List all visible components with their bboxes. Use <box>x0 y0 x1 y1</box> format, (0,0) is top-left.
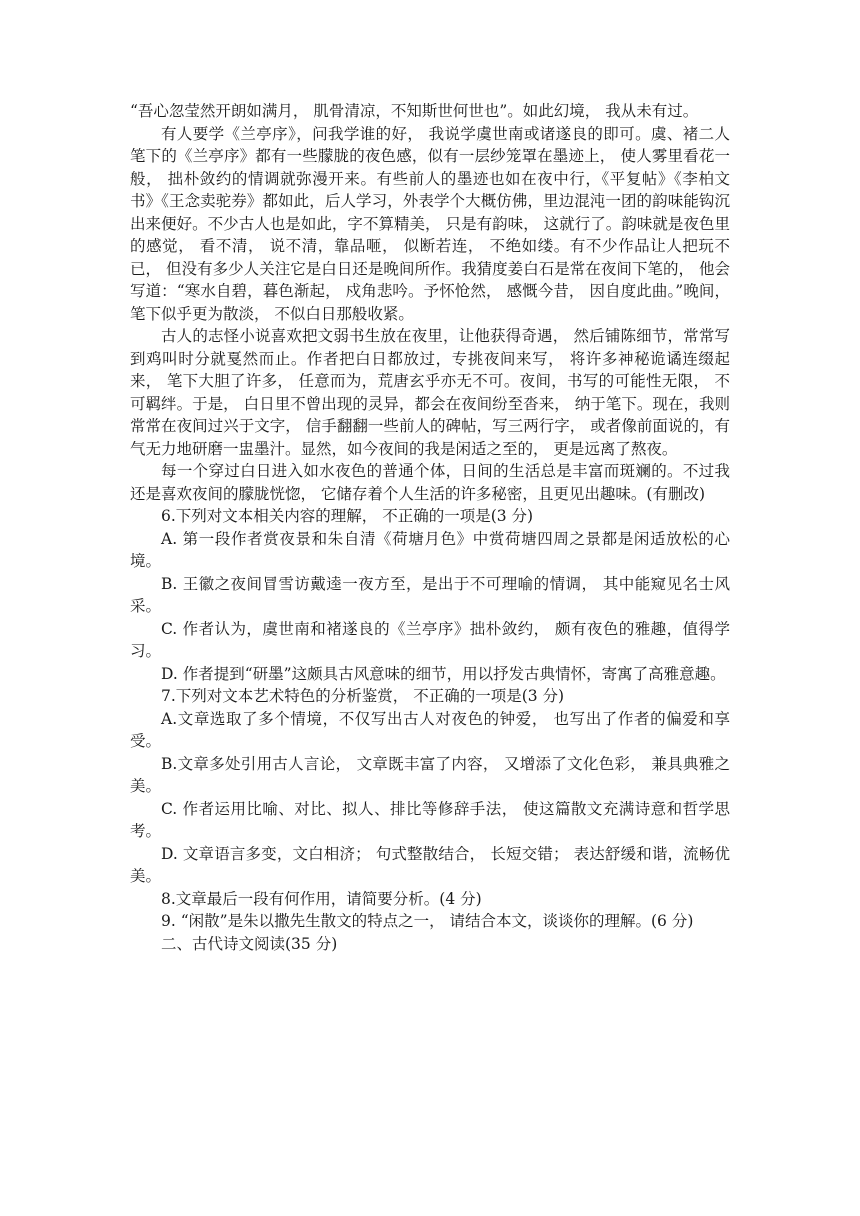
question-7-option-d: D. 文章语言多变，文白相济； 句式整散结合， 长短交错； 表达舒缓和谐，流畅优美。 <box>130 844 730 885</box>
paragraph-lanting-xu: 有人要学《兰亭序》，问我学谁的好， 我说学虞世南或诸遂良的即可。虞、褚二人笔下的《兰亭序》都有一些朦胧的夜色感，似有一层纱笼罩在墨迹上， 使人雾里看花一般， 拙朴敛约的情调就弥漫开来。有些前人的墨迹也如在夜中行，《平复帖》《李柏文书》《王念卖驼券》都如此，后人学习，外表学个大概仿佛，里边混沌一团的韵味能钩沉出来便好。不少古人也是如此，字不算精美， 只是有韵味， 这就行了。韵味就是夜色里的感觉， 看不清， 说不清，靠品咂， 似断若连， 不绝如缕。有不少作品让人把玩不已， 但没有多少人关注它是白日还是晚间所作。我猜度姜白石是常在夜间下笔的， 他会写道：“寒水自碧，暮色渐起， 戍角悲吟。予怀怆然， 感慨今昔， 因自度此曲。”晚间， 笔下似乎更为散淡， 不似白日那般收紧。 <box>130 124 730 323</box>
section-heading-classical-poetry: 二、古代诗文阅读(35 分) <box>161 934 338 953</box>
question-6-option-a: A. 第一段作者赏夜景和朱自清《荷塘月色》中赏荷塘四周之景都是闲适放松的心境。 <box>130 529 730 570</box>
question-6-option-c: C. 作者认为，虞世南和褚遂良的《兰亭序》拙朴敛约， 颇有夜色的雅趣，值得学习。 <box>130 619 730 660</box>
question-6-stem: 6.下列对文本相关内容的理解， 不正确的一项是(3 分) <box>161 507 534 525</box>
question-6-option-d: D. 作者提到“研墨”这颇具古风意味的细节，用以抒发古典情怀，寄寓了高雅意趣。 <box>161 664 726 683</box>
paragraph-zhiguai-novels: 古人的志怪小说喜欢把文弱书生放在夜里，让他获得奇遇， 然后铺陈细节，常常写到鸡叫时分就戛然而止。作者把白日都放过，专挑夜间来写， 将许多神秘诡谲连缀起来， 笔下大胆了许多， 任意而为，荒唐玄乎亦无不可。夜间，书写的可能性无限， 不可羁绊。于是， 白日里不曾出现的灵异，都会在夜间纷至沓来， 纳于笔下。现在，我则常常在夜间过兴于文字， 信手翻翻一些前人的碑帖，写三两行字， 或者像前面说的，有气无力地研磨一盅墨汁。显然，如今夜间的我是闲适之至的， 更是远离了熬夜。 <box>130 327 730 458</box>
question-6-option-b: B. 王徽之夜间冒雪访戴逵一夜方至，是出于不可理喻的情调， 其中能窥见名士风采。 <box>130 574 730 615</box>
question-7-option-a: A.文章选取了多个情境，不仅写出古人对夜色的钟爱， 也写出了作者的偏爱和享受。 <box>130 709 730 750</box>
question-7-option-c: C. 作者运用比喻、对比、拟人、排比等修辞手法， 使这篇散文充满诗意和哲学思考。 <box>130 799 730 840</box>
question-9: 9. “闲散”是朱以撒先生散文的特点之一， 请结合本文，谈谈你的理解。(6 分) <box>161 912 694 930</box>
document-page <box>130 100 730 955</box>
question-8: 8.文章最后一段有何作用，请简要分析。(4 分) <box>161 889 482 908</box>
paragraph-conclusion: 每一个穿过白日进入如水夜色的普通个体，日间的生活总是丰富而斑斓的。不过我还是喜欢夜间的朦胧恍惚， 它储存着个人生活的许多秘密，且更见出趣味。(有删改) <box>130 462 730 503</box>
question-7-stem: 7.下列对文本艺术特色的分析鉴赏， 不正确的一项是(3 分) <box>161 687 565 705</box>
question-7-option-b: B.文章多处引用古人言论， 文章既丰富了内容， 又增添了文化色彩， 兼具典雅之美。 <box>130 754 730 795</box>
paragraph-dream-ending: “吾心忽莹然开朗如满月， 肌骨清凉，不知斯世何世也”。如此幻境， 我从未有过。 <box>130 102 699 120</box>
